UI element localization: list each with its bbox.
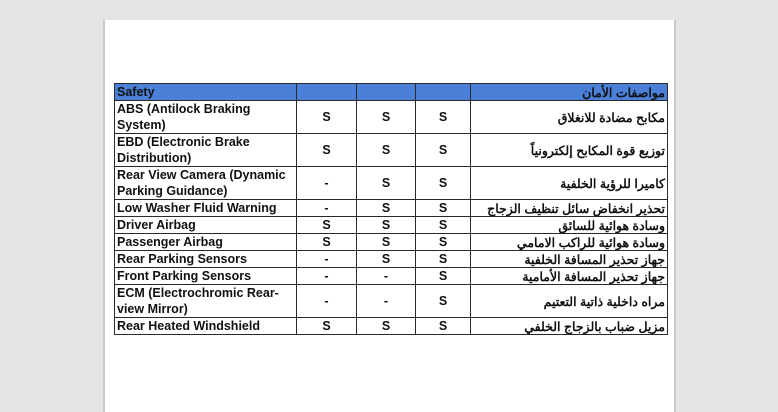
trim-3-value: S: [416, 134, 471, 167]
feature-name-ar: جهاز تحذير المسافة الخلفية: [471, 251, 668, 268]
trim-1-value: S: [297, 101, 357, 134]
trim-3-value: S: [416, 251, 471, 268]
feature-name-ar: وسادة هوائية للسائق: [471, 217, 668, 234]
trim-1-value: S: [297, 134, 357, 167]
feature-name-en: Rear Heated Windshield: [115, 318, 297, 335]
trim-2-value: S: [357, 101, 416, 134]
feature-name-en: Rear View Camera (Dynamic Parking Guidance): [115, 167, 297, 200]
trim-2-value: S: [357, 217, 416, 234]
feature-name-ar: تحذير انخفاض سائل تنظيف الزجاج: [471, 200, 668, 217]
trim-3-value: S: [416, 101, 471, 134]
trim-1-value: -: [297, 200, 357, 217]
feature-name-ar: مكابح مضادة للانغلاق: [471, 101, 668, 134]
trim-3-value: S: [416, 285, 471, 318]
trim-3-value: S: [416, 167, 471, 200]
table-row: [115, 268, 668, 285]
trim-1-value: -: [297, 251, 357, 268]
feature-name-en: Passenger Airbag: [115, 234, 297, 251]
feature-name-ar: جهاز تحذير المسافة الأمامية: [471, 268, 668, 285]
header-title-ar: مواصفات الأمان: [471, 84, 668, 101]
trim-2-value: S: [357, 167, 416, 200]
header-cell: [416, 84, 471, 101]
feature-name-en: Driver Airbag: [115, 217, 297, 234]
safety-spec-table: [114, 83, 668, 335]
feature-name-en: Rear Parking Sensors: [115, 251, 297, 268]
header-cell: [297, 84, 357, 101]
table-row: [115, 318, 668, 335]
trim-3-value: S: [416, 234, 471, 251]
table-row: [115, 101, 668, 134]
trim-2-value: S: [357, 134, 416, 167]
table-row: [115, 217, 668, 234]
trim-2-value: S: [357, 234, 416, 251]
trim-1-value: S: [297, 217, 357, 234]
feature-name-en: Low Washer Fluid Warning: [115, 200, 297, 217]
feature-name-en: EBD (Electronic Brake Distribution): [115, 134, 297, 167]
trim-3-value: S: [416, 200, 471, 217]
trim-2-value: S: [357, 251, 416, 268]
table-row: [115, 167, 668, 200]
feature-name-en: Front Parking Sensors: [115, 268, 297, 285]
trim-3-value: S: [416, 268, 471, 285]
trim-2-value: -: [357, 268, 416, 285]
trim-1-value: -: [297, 285, 357, 318]
feature-name-ar: مراه داخلية ذاتية التعتيم: [471, 285, 668, 318]
table-row: [115, 285, 668, 318]
trim-1-value: S: [297, 318, 357, 335]
feature-name-en: ECM (Electrochromic Rear-view Mirror): [115, 285, 297, 318]
trim-2-value: -: [357, 285, 416, 318]
header-title-en: Safety: [115, 84, 297, 101]
feature-name-en: ABS (Antilock Braking System): [115, 101, 297, 134]
header-cell: [357, 84, 416, 101]
feature-name-ar: وسادة هوائية للراكب الامامي: [471, 234, 668, 251]
table-row: [115, 134, 668, 167]
table-header-row: [115, 84, 668, 101]
trim-1-value: -: [297, 167, 357, 200]
trim-1-value: -: [297, 268, 357, 285]
table-row: [115, 251, 668, 268]
feature-name-ar: كاميرا للرؤية الخلفية: [471, 167, 668, 200]
feature-name-ar: مزيل ضباب بالزجاج الخلفي: [471, 318, 668, 335]
table-row: [115, 234, 668, 251]
trim-2-value: S: [357, 200, 416, 217]
trim-3-value: S: [416, 318, 471, 335]
trim-1-value: S: [297, 234, 357, 251]
feature-name-ar: توزيع قوة المكابح إلكترونياً: [471, 134, 668, 167]
trim-2-value: S: [357, 318, 416, 335]
table-row: [115, 200, 668, 217]
trim-3-value: S: [416, 217, 471, 234]
